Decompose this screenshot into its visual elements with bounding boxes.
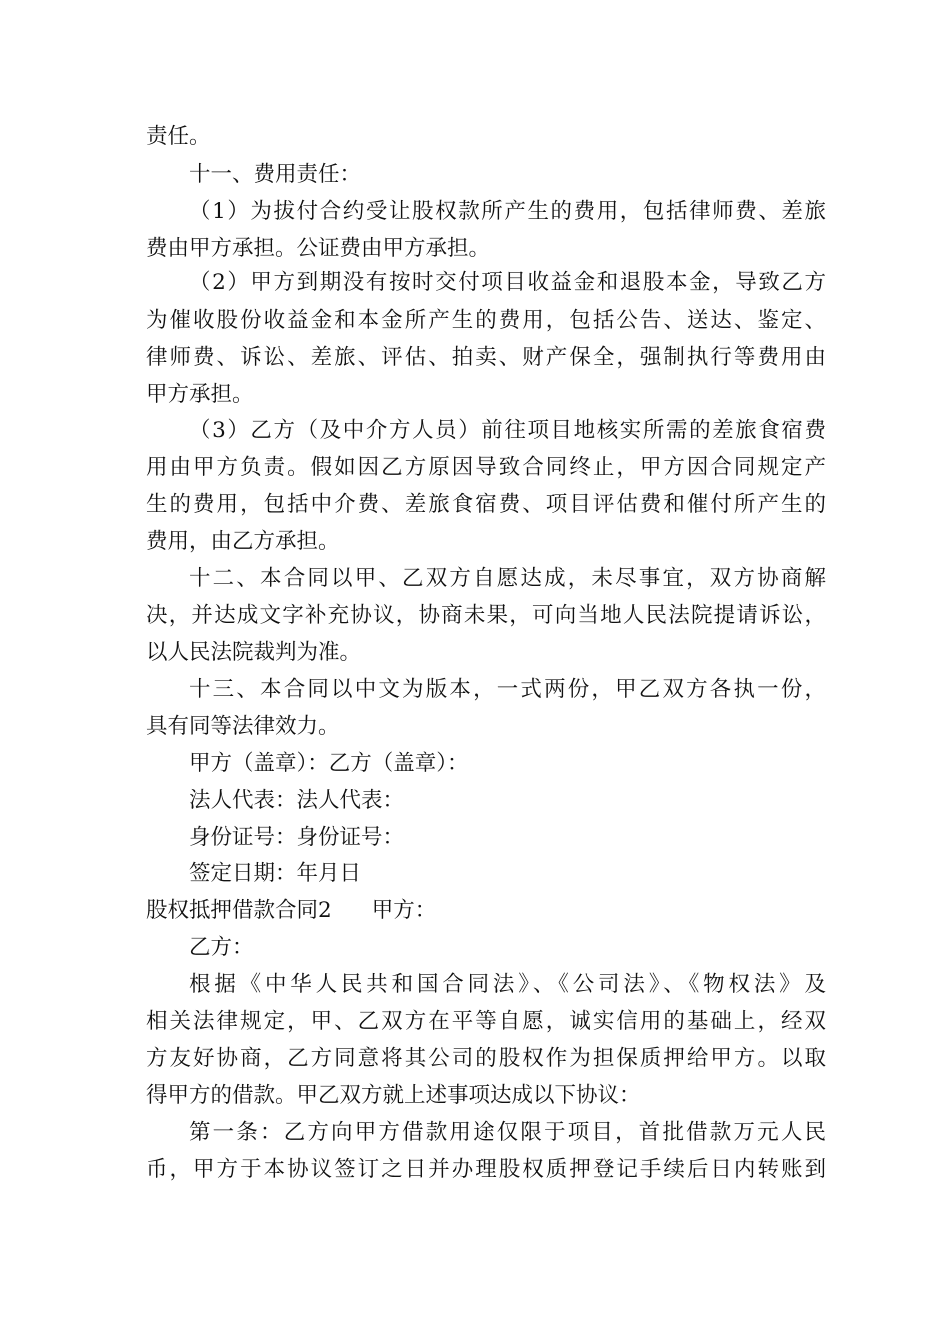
text-line: 为催收股份收益金和本金所产生的费用，包括公告、送达、鉴定、 xyxy=(146,308,826,333)
text-line: 得甲方的借款。甲乙双方就上述事项达成以下协议： xyxy=(146,1083,641,1108)
text-line: 以人民法院裁判为准。 xyxy=(146,640,362,665)
contract-title-line xyxy=(146,896,826,926)
section-heading-twelve: 十二、本合同以甲、乙双方自愿达成，未尽事宜，双方协商解 xyxy=(189,566,826,591)
signature-line-seal: 甲方（盖章）：乙方（盖章）： xyxy=(189,751,469,776)
text-line: （1）为拔付合约受让股权款所产生的费用，包括律师费、差旅 xyxy=(189,199,826,224)
text-line: 律师费、诉讼、差旅、评估、拍卖、财产保全，强制执行等费用由 xyxy=(146,345,826,370)
article-one-line: 第一条：乙方向甲方借款用途仅限于项目，首批借款万元人民 xyxy=(189,1120,826,1145)
text-line: 生的费用，包括中介费、差旅食宿费、项目评估费和催付所产生的 xyxy=(146,492,826,517)
text-line: 甲方承担。 xyxy=(146,382,254,407)
text-line: （2）甲方到期没有按时交付项目收益金和退股本金，导致乙方 xyxy=(189,270,826,295)
text-line: 相关法律规定，甲、乙双方在平等自愿，诚实信用的基础上，经双 xyxy=(146,1009,826,1034)
text-line: 费由甲方承担。公证费由甲方承担。 xyxy=(146,236,491,261)
text-line: 责任。 xyxy=(146,124,211,149)
signature-line-date: 签定日期：年月日 xyxy=(189,861,362,886)
party-b-label: 乙方： xyxy=(189,935,254,960)
text-line: 费用，由乙方承担。 xyxy=(146,529,340,554)
text-line: （3）乙方（及中介方人员）前往项目地核实所需的差旅食宿费 xyxy=(189,418,826,443)
contract-title: 股权抵押借款合同2 xyxy=(146,898,332,923)
text-line: 用由甲方负责。假如因乙方原因导致合同终止，甲方因合同规定产 xyxy=(146,455,826,480)
section-heading-eleven: 十一、费用责任： xyxy=(189,162,362,187)
text-line: 币，甲方于本协议签订之日并办理股权质押登记手续后日内转账到 xyxy=(146,1157,826,1182)
party-a-label: 甲方： xyxy=(371,898,437,923)
signature-line-id-number: 身份证号：身份证号： xyxy=(189,825,405,850)
text-line: 具有同等法律效力。 xyxy=(146,714,340,739)
text-line: 方友好协商，乙方同意将其公司的股权作为担保质押给甲方。以取 xyxy=(146,1046,826,1071)
text-line: 根据《中华人民共和国合同法》、《公司法》、《物权法》及 xyxy=(189,972,826,997)
text-line: 决，并达成文字补充协议，协商未果，可向当地人民法院提请诉讼， xyxy=(146,603,826,628)
signature-line-representative: 法人代表：法人代表： xyxy=(189,788,405,813)
section-heading-thirteen: 十三、本合同以中文为版本，一式两份，甲乙双方各执一份， xyxy=(189,677,826,702)
